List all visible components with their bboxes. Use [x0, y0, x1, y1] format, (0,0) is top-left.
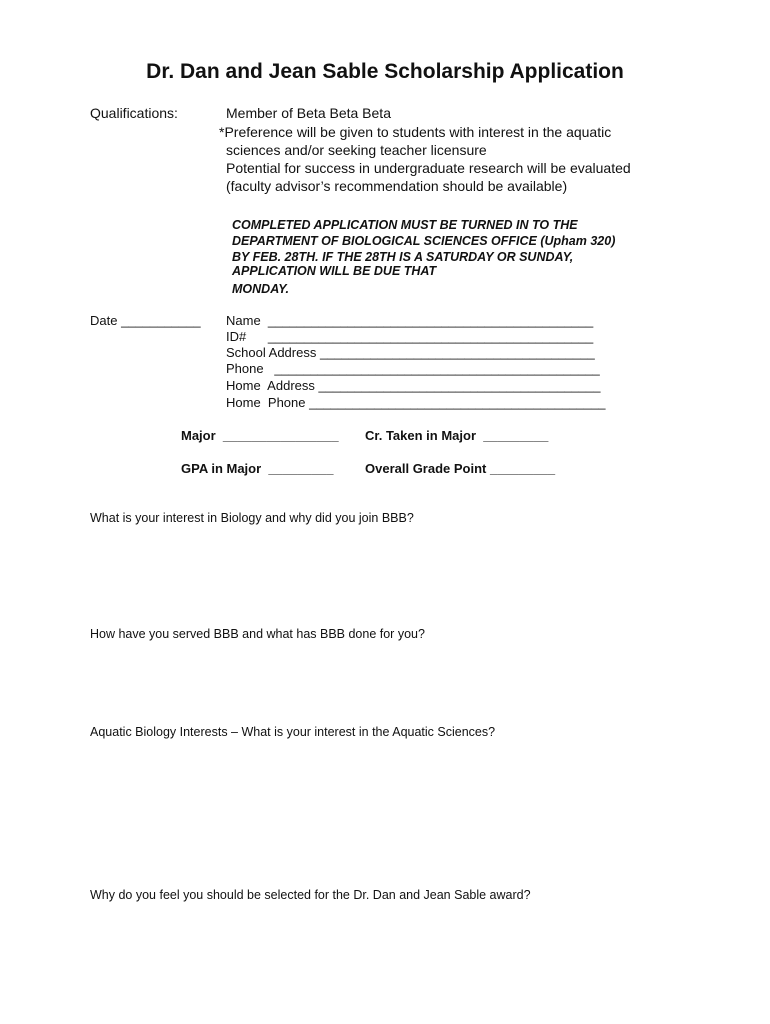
date-field[interactable]: Date ___________ — [90, 313, 201, 328]
notice-line: COMPLETED APPLICATION MUST BE TURNED IN TO THE — [232, 218, 578, 232]
qualification-line: Member of Beta Beta Beta — [226, 105, 391, 121]
qualification-line: *Preference will be given to students with interest in the aquatic — [219, 124, 612, 140]
notice-line: BY FEB. 28TH. IF THE 28TH IS A SATURDAY OR SUNDAY, — [232, 250, 574, 264]
qualification-line: sciences and/or seeking teacher licensure — [226, 142, 487, 158]
qualification-line: (faculty advisor’s recommendation should be available) — [226, 178, 568, 194]
overall-grade-point-field[interactable]: Overall Grade Point _________ — [365, 461, 556, 476]
question-bbb-service: How have you served BBB and what has BBB done for you? — [90, 627, 425, 641]
gpa-in-major-field[interactable]: GPA in Major _________ — [181, 461, 334, 476]
home-phone-field[interactable]: Home Phone _________________________________________ — [226, 395, 606, 410]
qualification-line: Potential for success in undergraduate research will be evaluated — [226, 160, 631, 176]
submission-notice — [232, 217, 692, 297]
notice-line: MONDAY. — [232, 282, 289, 296]
major-field[interactable]: Major ________________ — [181, 428, 339, 443]
question-biology-interest: What is your interest in Biology and why did you join BBB? — [90, 511, 414, 525]
phone-field[interactable]: Phone _____________________________________________ — [226, 361, 600, 376]
credits-in-major-field[interactable]: Cr. Taken in Major _________ — [365, 428, 549, 443]
question-aquatic-interest: Aquatic Biology Interests – What is your interest in the Aquatic Sciences? — [90, 725, 496, 739]
id-field[interactable]: ID# _____________________________________________ — [226, 329, 594, 344]
qualifications-label: Qualifications: — [90, 105, 178, 121]
page-title: Dr. Dan and Jean Sable Scholarship Application — [146, 60, 624, 83]
name-field[interactable]: Name _____________________________________________ — [226, 313, 594, 328]
school-address-field[interactable]: School Address ______________________________________ — [226, 345, 595, 360]
notice-line: APPLICATION WILL BE DUE THAT — [232, 264, 437, 278]
notice-line: DEPARTMENT OF BIOLOGICAL SCIENCES OFFICE (Upham 320) — [232, 234, 616, 248]
home-address-field[interactable]: Home Address _______________________________________ — [226, 378, 601, 393]
question-why-selected: Why do you feel you should be selected for the Dr. Dan and Jean Sable award? — [90, 888, 531, 902]
